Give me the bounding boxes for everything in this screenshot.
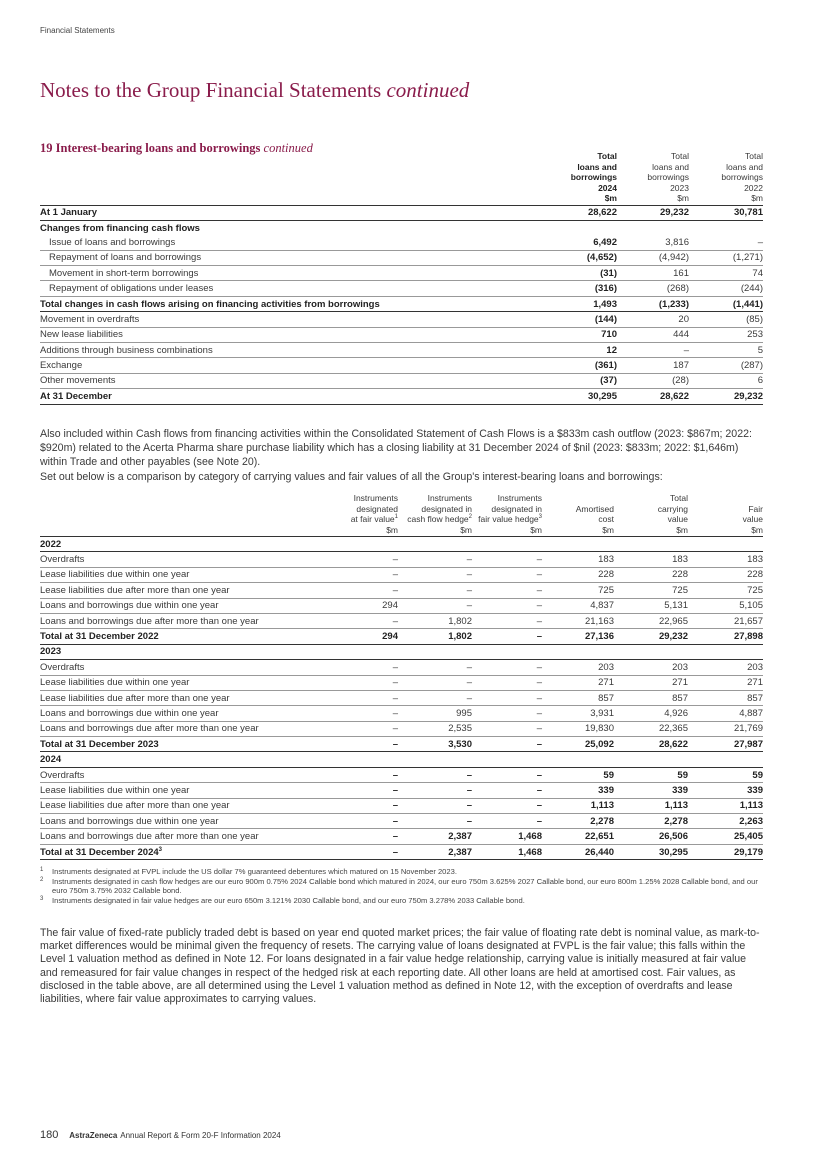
table-row (40, 583, 763, 598)
cell-value: – (340, 798, 398, 813)
cell-value: 2,263 (688, 814, 763, 829)
year-label: 2023 (40, 644, 763, 659)
col-header-text: Instruments designated in cash flow hedge (407, 493, 472, 524)
cash-flow-reconciliation-table (40, 151, 763, 405)
cell-value: 27,987 (688, 737, 763, 752)
cell-value: 203 (688, 660, 763, 675)
cell-value: – (472, 598, 542, 613)
cell-value: 3,931 (542, 706, 614, 721)
cell-value: – (340, 660, 398, 675)
row-label: Total changes in cash flows arising on financing activities from borrowings (40, 296, 545, 311)
cell-value: (31) (545, 266, 617, 281)
row-label: Overdrafts (40, 767, 340, 782)
cell-value: – (340, 675, 398, 690)
cell-value: (4,652) (545, 250, 617, 265)
cell-value: (316) (545, 281, 617, 296)
table-row (40, 675, 763, 690)
cell-value: (1,441) (689, 296, 763, 311)
cell-value: 6 (689, 373, 763, 388)
cell-value: 2,278 (614, 814, 688, 829)
footnotes (40, 867, 770, 905)
cell-value: 6,492 (545, 235, 617, 250)
cell-value: – (340, 552, 398, 567)
cell-value: 2,387 (398, 829, 472, 844)
row-label: Lease liabilities due after more than one year (40, 690, 340, 705)
cell-value: – (340, 783, 398, 798)
table-row (40, 235, 763, 250)
cell-value: – (398, 798, 472, 813)
table-row (40, 798, 763, 813)
table-row (40, 829, 763, 844)
row-label: At 1 January (40, 205, 545, 220)
cell-value: (37) (545, 373, 617, 388)
row-label: Repayment of obligations under leases (40, 281, 545, 296)
cell-value: 725 (614, 583, 688, 598)
cell-value: 27,136 (542, 629, 614, 644)
row-label: Overdrafts (40, 552, 340, 567)
row-label: Loans and borrowings due within one year (40, 598, 340, 613)
cell-value: 19,830 (542, 721, 614, 736)
title-continued: continued (386, 78, 470, 102)
cell-value: 20 (617, 312, 689, 327)
table-row (40, 660, 763, 675)
row-label: Overdrafts (40, 660, 340, 675)
col-header-text: Total carrying value (657, 493, 688, 524)
cell-value: (1,233) (617, 296, 689, 311)
col-unit: $m (386, 524, 398, 535)
cell-value: – (472, 660, 542, 675)
col-header-2022: Total loans and borrowings 2022 $m (689, 151, 763, 205)
table-row (40, 358, 763, 373)
cell-value: 339 (542, 783, 614, 798)
cell-value: 183 (542, 552, 614, 567)
col-header-text: Instruments designated in fair value hedge (478, 493, 542, 524)
cell-value (617, 220, 689, 235)
footnote-text: Instruments designated at FVPL include the US dollar 7% guaranteed debentures which matured on 15 November 2023. (52, 867, 457, 876)
cell-value: 294 (340, 629, 398, 644)
cell-value: 3,816 (617, 235, 689, 250)
footnote-marker: 3 (158, 846, 162, 853)
cell-value: 27,898 (688, 629, 763, 644)
total-label (40, 629, 340, 644)
col-header-2024: Total loans and borrowings 2024 $m (545, 151, 617, 205)
cell-value: (287) (689, 358, 763, 373)
cell-value: 1,802 (398, 629, 472, 644)
footer-publication: Annual Report & Form 20-F Information 2024 (120, 1131, 281, 1140)
page-number: 180 (40, 1129, 59, 1141)
cell-value: – (340, 613, 398, 628)
table-row (40, 281, 763, 296)
cell-value: – (340, 814, 398, 829)
cell-value: 1,493 (545, 296, 617, 311)
total-label (40, 737, 340, 752)
footnote-marker: 2 (40, 876, 44, 883)
footnote-marker: 3 (40, 895, 44, 902)
footnote (40, 877, 770, 896)
cell-value: 1,113 (542, 798, 614, 813)
cell-value: 5,105 (688, 598, 763, 613)
page-footer (40, 1129, 281, 1141)
cell-value: 3,530 (398, 737, 472, 752)
cell-value: – (472, 721, 542, 736)
cell-value: – (398, 552, 472, 567)
cell-value: – (472, 814, 542, 829)
cell-value: – (340, 767, 398, 782)
table-row (40, 814, 763, 829)
cell-value: 30,295 (614, 844, 688, 859)
carrying-fair-value-table (40, 493, 763, 860)
col-header (472, 493, 542, 537)
row-label: Movement in short-term borrowings (40, 266, 545, 281)
cell-value: – (340, 706, 398, 721)
table-row (40, 783, 763, 798)
cell-value: 228 (614, 567, 688, 582)
cell-value: (1,271) (689, 250, 763, 265)
table-row (40, 552, 763, 567)
cell-value: – (340, 690, 398, 705)
row-label: Movement in overdrafts (40, 312, 545, 327)
cell-value: 22,365 (614, 721, 688, 736)
cell-value: 29,232 (614, 629, 688, 644)
row-label: Loans and borrowings due after more than one year (40, 721, 340, 736)
cell-value: 74 (689, 266, 763, 281)
cell-value: 1,802 (398, 613, 472, 628)
footnote-marker: 3 (538, 514, 542, 520)
cell-value: 25,405 (688, 829, 763, 844)
cell-value: – (472, 675, 542, 690)
cell-value: – (398, 583, 472, 598)
cell-value: – (340, 737, 398, 752)
table-row (40, 567, 763, 582)
cell-value: – (398, 690, 472, 705)
cell-value: 22,651 (542, 829, 614, 844)
row-label: Exchange (40, 358, 545, 373)
cell-value (689, 220, 763, 235)
cell-value: 4,887 (688, 706, 763, 721)
table-row (40, 706, 763, 721)
cell-value: – (398, 660, 472, 675)
cell-value: 1,468 (472, 829, 542, 844)
table-row (40, 266, 763, 281)
cell-value: 29,179 (688, 844, 763, 859)
cell-value: 183 (614, 552, 688, 567)
cell-value: 2,535 (398, 721, 472, 736)
cell-value: – (472, 567, 542, 582)
footnote-marker: 1 (394, 514, 398, 520)
cell-value: 161 (617, 266, 689, 281)
row-label: Lease liabilities due within one year (40, 783, 340, 798)
total-row (40, 844, 763, 859)
cell-value: 271 (688, 675, 763, 690)
table-row (40, 296, 763, 311)
table-row (40, 613, 763, 628)
year-row (40, 752, 763, 767)
footnote-text: Instruments designated in fair value hedges are our euro 650m 3.121% 2030 Callable bond, and our euro 750m 3.278% 2033 Callable bond. (52, 895, 525, 905)
cell-value: 4,837 (542, 598, 614, 613)
cell-value: 30,781 (689, 205, 763, 220)
table-row (40, 205, 763, 220)
cell-value: 59 (542, 767, 614, 782)
cell-value: – (340, 567, 398, 582)
year-row (40, 537, 763, 552)
cell-value: – (398, 567, 472, 582)
table-row (40, 220, 763, 235)
paragraph-fair-value: The fair value of fixed-rate publicly traded debt is based on year end quoted market prices; the fair value of floating rate debt is nominal value, as mark-to-market differences would be minimal given the frequency of resets. The carrying value of loans designated at FVPL is the fair value; this falls within the Level 1 valuation method as defined in Note 12. For loans designated in a fair value hedge relationship, carrying value is initially measured at fair value and remeasured for fair value changes in respect of the hedged risk at each reporting date. All other loans are held at amortised cost. Fair values, as disclosed in the table above, are all determined using the Level 1 valuation method as defined in Note 12, with the exception of overdrafts and lease liabilities, where fair value approximates to carrying values. (40, 927, 760, 1006)
cell-value: 28,622 (614, 737, 688, 752)
cell-value: – (398, 767, 472, 782)
cell-value: 22,965 (614, 613, 688, 628)
cell-value: – (340, 583, 398, 598)
cell-value: 725 (688, 583, 763, 598)
row-label: Lease liabilities due within one year (40, 675, 340, 690)
cash-flow-table-body (40, 205, 763, 404)
cell-value: 857 (542, 690, 614, 705)
col-header (614, 493, 688, 537)
table-row (40, 312, 763, 327)
cell-value (545, 220, 617, 235)
paragraph-acerta: Also included within Cash flows from financing activities within the Consolidated Statement of Cash Flows is a $833m cash outflow (2023: $867m; 2022: $920m) related to the Acerta Pharma share purchase liability which has a closing liability at 31 December 2024 of $nil (2023: $833m; 2022: $1,646m) within Trade and other payables (see Note 20). (40, 428, 752, 469)
cell-value: 5 (689, 343, 763, 358)
cell-value: – (472, 706, 542, 721)
table-header-row (40, 493, 763, 537)
cell-value: 228 (688, 567, 763, 582)
cell-value: (244) (689, 281, 763, 296)
cell-value: – (472, 552, 542, 567)
cell-value: 228 (542, 567, 614, 582)
table-row (40, 389, 763, 404)
row-label: Repayment of loans and borrowings (40, 250, 545, 265)
cell-value: – (472, 737, 542, 752)
row-label: Loans and borrowings due within one year (40, 814, 340, 829)
cell-value: 203 (614, 660, 688, 675)
cell-value: – (398, 598, 472, 613)
table-row (40, 690, 763, 705)
cell-value: – (472, 583, 542, 598)
cell-value: (28) (617, 373, 689, 388)
table-row (40, 250, 763, 265)
total-label-text: Total at 31 December 2024 (40, 846, 159, 858)
table-row (40, 598, 763, 613)
cell-value: 28,622 (545, 205, 617, 220)
cell-value: 29,232 (617, 205, 689, 220)
col-header-2023: Total loans and borrowings 2023 $m (617, 151, 689, 205)
cell-value: 29,232 (689, 389, 763, 404)
cell-value: – (472, 690, 542, 705)
total-row (40, 737, 763, 752)
cell-value: (144) (545, 312, 617, 327)
cell-value: – (472, 783, 542, 798)
cell-value: 4,926 (614, 706, 688, 721)
cell-value: (4,942) (617, 250, 689, 265)
cell-value: 5,131 (614, 598, 688, 613)
total-label-text: Total at 31 December 2022 (40, 631, 159, 643)
cell-value: 995 (398, 706, 472, 721)
cell-value: 294 (340, 598, 398, 613)
cell-value: 26,440 (542, 844, 614, 859)
cell-value: 183 (688, 552, 763, 567)
total-row (40, 629, 763, 644)
row-label: Lease liabilities due after more than one year (40, 798, 340, 813)
col-unit: $m (602, 524, 614, 535)
cell-value: 444 (617, 327, 689, 342)
cell-value: – (398, 675, 472, 690)
cell-value: – (617, 343, 689, 358)
cell-value: – (340, 721, 398, 736)
cell-value: 271 (614, 675, 688, 690)
row-label: Issue of loans and borrowings (40, 235, 545, 250)
paragraph-comparison-intro: Set out below is a comparison by category of carrying values and fair values of all the Group's interest-bearing loans and borrowings: (40, 471, 663, 483)
cell-value: 30,295 (545, 389, 617, 404)
col-unit: $m (676, 524, 688, 535)
total-label-text: Total at 31 December 2023 (40, 738, 159, 750)
cell-value: 1,113 (688, 798, 763, 813)
col-header-text: Fair value (742, 503, 763, 524)
cell-value: – (398, 783, 472, 798)
table-row (40, 327, 763, 342)
col-header (398, 493, 472, 537)
table-row (40, 721, 763, 736)
col-header (542, 493, 614, 537)
cell-value: – (472, 767, 542, 782)
table-row (40, 767, 763, 782)
cell-value: – (340, 829, 398, 844)
row-label: New lease liabilities (40, 327, 545, 342)
col-unit: $m (751, 524, 763, 535)
total-label (40, 844, 340, 859)
row-label: Loans and borrowings due after more than one year (40, 829, 340, 844)
cell-value: 21,769 (688, 721, 763, 736)
cell-value: (85) (689, 312, 763, 327)
cell-value: – (472, 798, 542, 813)
title-main: Notes to the Group Financial Statements (40, 78, 382, 102)
cell-value: – (472, 613, 542, 628)
footnote-text: Instruments designated in cash flow hedges are our euro 900m 0.75% 2024 Callable bond which matured in 2024, our euro 750m 3.625% 2027 Callable bond, our euro 800m 1.25% 2028 Callable bond, and our euro 750m 3.75% 2032 Callable bond. (52, 876, 758, 895)
footnote-marker: 1 (40, 867, 44, 873)
row-label: At 31 December (40, 389, 545, 404)
row-label: Additions through business combinations (40, 343, 545, 358)
col-header (688, 493, 763, 537)
cell-value: 25,092 (542, 737, 614, 752)
page-title (40, 78, 469, 103)
year-label: 2024 (40, 752, 763, 767)
cell-value: 857 (614, 690, 688, 705)
cell-value: 59 (688, 767, 763, 782)
section-continued: continued (263, 141, 313, 155)
col-header (340, 493, 398, 537)
cell-value: 21,163 (542, 613, 614, 628)
row-label: Lease liabilities due after more than one year (40, 583, 340, 598)
cell-value: 271 (542, 675, 614, 690)
row-label: Changes from financing cash flows (40, 222, 200, 234)
cell-value: 339 (688, 783, 763, 798)
cell-value: 710 (545, 327, 617, 342)
footnote-marker: 2 (468, 514, 472, 520)
col-unit: $m (460, 524, 472, 535)
cell-value: 203 (542, 660, 614, 675)
table-row (40, 373, 763, 388)
cell-value: 12 (545, 343, 617, 358)
cell-value: 59 (614, 767, 688, 782)
cell-value: 339 (614, 783, 688, 798)
cell-value: 1,113 (614, 798, 688, 813)
cell-value: 1,468 (472, 844, 542, 859)
cell-value: 2,387 (398, 844, 472, 859)
cell-value: 21,657 (688, 613, 763, 628)
row-label: Loans and borrowings due after more than one year (40, 613, 340, 628)
cell-value: – (689, 235, 763, 250)
row-label: Lease liabilities due within one year (40, 567, 340, 582)
year-label: 2022 (40, 537, 763, 552)
cell-value: 253 (689, 327, 763, 342)
table-row (40, 343, 763, 358)
year-row (40, 644, 763, 659)
cell-value: 26,506 (614, 829, 688, 844)
cell-value: 2,278 (542, 814, 614, 829)
col-unit: $m (530, 524, 542, 535)
footnote (40, 896, 770, 906)
table-header-row (40, 151, 763, 205)
col-header-text: Instruments designated at fair value (350, 493, 398, 524)
carrying-fair-value-body (40, 537, 763, 860)
cell-value: 187 (617, 358, 689, 373)
section-main: 19 Interest-bearing loans and borrowings (40, 141, 261, 155)
cell-value: (361) (545, 358, 617, 373)
footer-brand: AstraZeneca (69, 1131, 118, 1140)
footnote (40, 867, 770, 877)
cell-value: 725 (542, 583, 614, 598)
cell-value: (268) (617, 281, 689, 296)
cell-value: – (472, 629, 542, 644)
col-header-text: Amortised cost (575, 503, 614, 524)
cell-value: – (398, 814, 472, 829)
cell-value: – (340, 844, 398, 859)
cell-value: 28,622 (617, 389, 689, 404)
cell-value: 857 (688, 690, 763, 705)
row-label: Other movements (40, 373, 545, 388)
running-header: Financial Statements (40, 26, 115, 35)
row-label: Loans and borrowings due within one year (40, 706, 340, 721)
